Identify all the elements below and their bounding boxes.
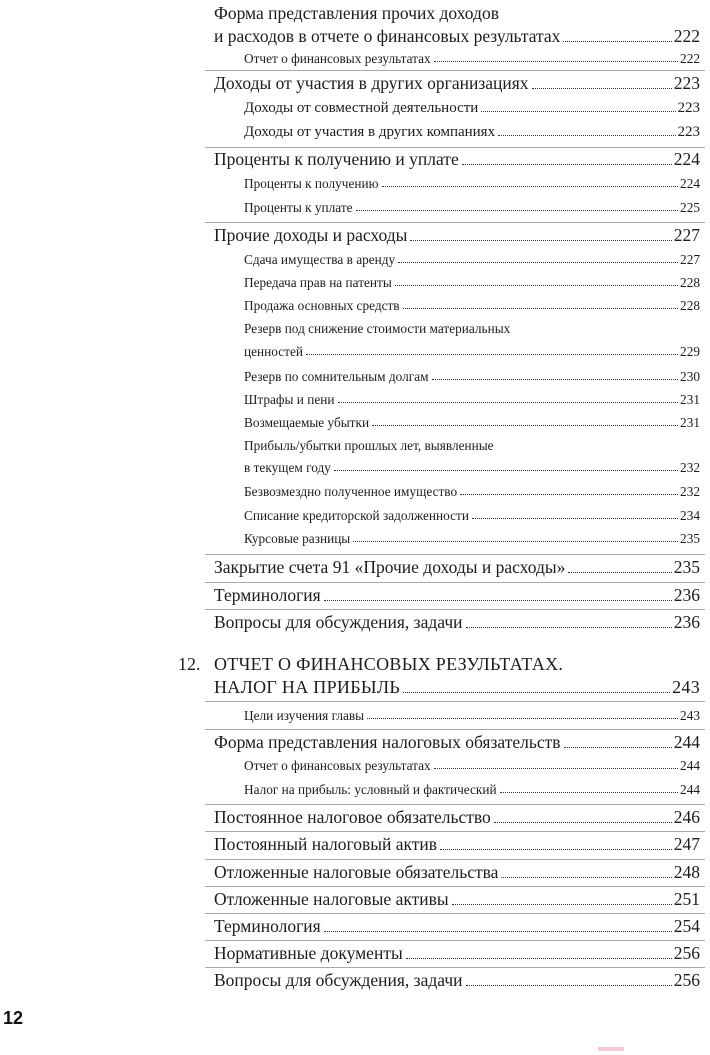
toc-entry (244, 252, 700, 268)
divider (205, 831, 705, 832)
toc-entry (214, 149, 700, 170)
toc-entry-page: 222 (680, 51, 700, 66)
toc-entry (214, 807, 700, 828)
toc-entry-title: Постоянный налоговый актив (214, 834, 438, 854)
toc-entry (244, 275, 700, 291)
toc-entry-title: Прочие доходы и расходы (214, 225, 408, 245)
toc-entry-page: 231 (680, 415, 700, 430)
toc-entry: Форма представления прочих доходов (214, 3, 499, 23)
toc-entry-title: Вопросы для обсуждения, задачи (214, 970, 463, 990)
toc-entry-page: 232 (680, 460, 700, 475)
toc-entry-page: 235 (680, 531, 700, 546)
toc-entry-page: 243 (672, 677, 700, 697)
toc-entry-title: Доходы от участия в других организациях (214, 73, 529, 93)
toc-entry-page: 230 (680, 369, 700, 384)
toc-entry-title: Отчет о финансовых результатах (244, 758, 431, 773)
toc-entry (244, 176, 700, 192)
dot-leader (501, 877, 671, 878)
toc-entry (244, 782, 700, 798)
toc-entry-page: 244 (680, 758, 700, 773)
divider (205, 913, 705, 914)
toc-entry-page: 227 (673, 225, 700, 245)
toc-entry-page: 223 (677, 124, 700, 140)
dot-leader (481, 111, 675, 112)
dot-leader (334, 470, 678, 471)
dot-leader (324, 600, 672, 601)
divider (205, 70, 705, 71)
toc-entry (244, 344, 700, 360)
toc-entry-page: 225 (680, 200, 700, 215)
toc-entry-page: 256 (673, 970, 700, 990)
dot-leader (367, 718, 678, 719)
toc-entry-page: 228 (680, 275, 700, 290)
dot-leader (403, 308, 678, 309)
toc-entry-title: Резерв по сомнительным долгам (244, 369, 429, 384)
toc-entry (214, 834, 700, 855)
dot-leader (382, 186, 679, 187)
dot-leader (563, 41, 671, 42)
toc-entry-page: 248 (673, 862, 700, 882)
dot-leader (338, 402, 679, 403)
dot-leader (460, 494, 678, 495)
toc-entry-title: Проценты к получению и уплате (214, 149, 459, 169)
toc-entry (244, 531, 700, 547)
toc-entry-page: 243 (680, 708, 700, 723)
dot-leader (498, 135, 675, 136)
chapter-number: 12. (178, 654, 201, 674)
divider (205, 701, 705, 702)
toc-entry (214, 73, 700, 94)
dot-leader (452, 904, 672, 905)
toc-entry-title: Закрытие счета 91 «Прочие доходы и расходы» (214, 557, 566, 577)
toc-entry (244, 508, 700, 524)
toc-entry (214, 585, 700, 606)
toc-entry-page: 244 (680, 782, 700, 797)
toc-entry-title: Отчет о финансовых результатах (244, 51, 431, 66)
toc-entry (244, 415, 700, 431)
chapter-title: ОТЧЕТ О ФИНАНСОВЫХ РЕЗУЛЬТАТАХ. (214, 654, 564, 674)
toc-entry-title: Сдача имущества в аренду (244, 252, 396, 267)
toc-entry-page: 224 (673, 149, 700, 169)
toc-entry-title: и расходов в отчете о финансовых результатах (214, 26, 561, 46)
toc-entry-page: 234 (680, 508, 700, 523)
toc-entry-title: Безвозмездно полученное имущество (244, 484, 458, 499)
dot-leader (494, 822, 672, 823)
toc-entry (244, 460, 700, 476)
toc-entry (214, 916, 700, 937)
toc-entry (214, 970, 700, 991)
toc-entry (214, 862, 700, 883)
toc-entry (244, 51, 700, 67)
toc-entry-title: Возмещаемые убытки (244, 415, 370, 430)
dot-leader (306, 354, 678, 355)
toc-entry-page: 235 (673, 557, 700, 577)
dot-leader (353, 541, 678, 542)
divider (205, 804, 705, 805)
dot-leader (398, 262, 678, 263)
dot-leader (356, 210, 678, 211)
dot-leader (472, 518, 678, 519)
dot-leader (372, 425, 678, 426)
dot-leader (568, 572, 671, 573)
toc-entry-title: Списание кредиторской задолженности (244, 508, 469, 523)
toc-entry-title: Доходы от участия в других компаниях (244, 124, 496, 140)
toc-entry-title: НАЛОГ НА ПРИБЫЛЬ (214, 677, 400, 697)
divider (205, 859, 705, 860)
dot-leader (466, 985, 672, 986)
toc-entry (214, 889, 700, 910)
divider (205, 554, 705, 555)
toc-entry-title: Нормативные документы (214, 943, 403, 963)
toc-entry-title: Терминология (214, 916, 321, 936)
toc-entry-title: Продажа основных средств (244, 298, 400, 313)
toc-entry-page: 228 (680, 298, 700, 313)
dot-leader (440, 849, 672, 850)
toc-entry: Прибыль/убытки прошлых лет, выявленные (244, 438, 494, 453)
dot-leader (434, 768, 678, 769)
toc-entry (214, 943, 700, 964)
toc-entry (244, 392, 700, 408)
toc-entry-title: Вопросы для обсуждения, задачи (214, 612, 463, 632)
color-mark (598, 1047, 624, 1051)
toc-entry-page: 244 (673, 732, 700, 752)
toc-entry-page: 227 (680, 252, 700, 267)
toc-entry-title: Передача прав на патенты (244, 275, 392, 290)
toc-entry-page: 223 (677, 100, 700, 116)
page-number: 12 (3, 1008, 24, 1028)
toc-entry-page: 251 (673, 889, 700, 909)
toc-entry-page: 247 (673, 834, 700, 854)
dot-leader (324, 931, 672, 932)
toc-entry (244, 369, 700, 385)
dot-leader (466, 627, 672, 628)
toc-entry (214, 612, 700, 633)
dot-leader (532, 88, 672, 89)
toc-entry (244, 758, 700, 774)
toc-entry-page: 236 (673, 585, 700, 605)
toc-entry (214, 732, 700, 753)
toc-entry (214, 26, 700, 47)
toc-entry-title: ценностей (244, 344, 303, 359)
toc-entry-title: Налог на прибыль: условный и фактический (244, 782, 497, 797)
toc-entry-title: Доходы от совместной деятельности (244, 100, 479, 116)
toc-entry-page: 231 (680, 392, 700, 407)
divider (205, 147, 705, 148)
toc-entry (244, 100, 700, 117)
toc-entry (214, 677, 700, 698)
divider (205, 967, 705, 968)
toc-entry: Резерв под снижение стоимости материальных (244, 321, 511, 336)
divider (205, 940, 705, 941)
toc-entry-title: Форма представления налоговых обязательств (214, 732, 561, 752)
dot-leader (395, 285, 678, 286)
toc-entry-page: 222 (673, 26, 700, 46)
toc-entry-page: 223 (673, 73, 700, 93)
toc-entry (244, 124, 700, 141)
divider (205, 222, 705, 223)
dot-leader (564, 747, 672, 748)
toc-entry-title: Цели изучения главы (244, 708, 365, 723)
toc-entry-title: в текущем году (244, 460, 331, 475)
divider (205, 729, 705, 730)
toc-entry (244, 708, 700, 724)
toc-entry-title: Отложенные налоговые обязательства (214, 862, 499, 882)
toc-entry-page: 246 (673, 807, 700, 827)
toc-entry (244, 484, 700, 500)
toc-entry-title: Проценты к получению (244, 176, 379, 191)
dot-leader (432, 379, 678, 380)
toc-entry-page: 229 (680, 344, 700, 359)
dot-leader (403, 692, 670, 693)
toc-entry (214, 225, 700, 246)
toc-entry-page: 256 (673, 943, 700, 963)
toc-entry-page: 232 (680, 484, 700, 499)
dot-leader (410, 240, 671, 241)
toc-entry-title: Отложенные налоговые активы (214, 889, 449, 909)
toc-entry (244, 298, 700, 314)
toc-entry-title: Проценты к уплате (244, 200, 353, 215)
toc-entry-page: 224 (680, 176, 700, 191)
toc-entry-title: Постоянное налоговое обязательство (214, 807, 491, 827)
divider (205, 886, 705, 887)
toc-entry-title: Курсовые разницы (244, 531, 351, 546)
toc-entry (214, 557, 700, 578)
divider (205, 609, 705, 610)
dot-leader (462, 164, 672, 165)
toc-entry-page: 236 (673, 612, 700, 632)
toc-entry-page: 254 (673, 916, 700, 936)
toc-entry-title: Штрафы и пени (244, 392, 335, 407)
dot-leader (500, 792, 678, 793)
dot-leader (434, 61, 678, 62)
toc-entry-title: Терминология (214, 585, 321, 605)
dot-leader (406, 958, 672, 959)
toc-entry (244, 200, 700, 216)
divider (205, 582, 705, 583)
